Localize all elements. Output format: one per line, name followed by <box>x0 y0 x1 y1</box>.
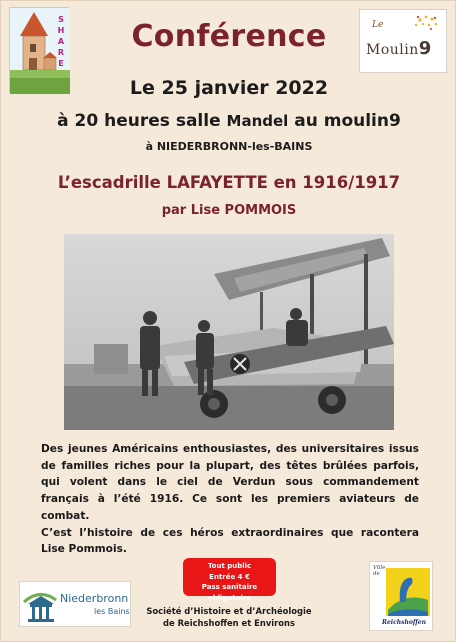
biplane-photo <box>64 234 394 430</box>
moulin-script: Le <box>372 20 384 30</box>
price-entry: Entrée 4 € <box>209 572 250 581</box>
description-paragraph: Des jeunes Américains enthousiastes, des universitaires issus de familles riches pour la plupart, des têtes brûlées parfois, qui volent dans le ciel de Verdun sous commandement français à l’été 1916. Ce sont les premiers aviateurs de combat. <box>41 443 419 522</box>
share-letter: A <box>57 37 65 46</box>
share-letter: H <box>57 26 65 35</box>
temple-icon <box>20 582 132 628</box>
price-pass: Pass sanitaire obligatoire <box>201 583 258 602</box>
venue-suffix: au moulin9 <box>294 111 401 131</box>
event-time-venue <box>1 111 456 131</box>
niederbronn-sub: les Bains <box>94 607 130 616</box>
talk-subject: L’escadrille LAFAYETTE en 1916/1917 <box>57 173 401 192</box>
niederbronn-logo <box>19 581 131 627</box>
share-letter: S <box>58 15 64 24</box>
niederbronn-name: Niederbronn <box>60 592 129 605</box>
price-badge <box>183 558 276 602</box>
event-town: à NIEDERBRONN-les-BAINS <box>145 140 313 153</box>
reich-bottom-text: Reichshoffen <box>382 619 426 626</box>
description-paragraph: C’est l’histoire de ces héros extraordinaires que racontera Lise Pommois. <box>41 526 419 556</box>
organizer-line: Société d’Histoire et d’Archéologie <box>146 606 312 616</box>
moulin-word: Moulin <box>366 42 419 58</box>
reich-top-text: Ville de <box>373 565 386 577</box>
talk-description <box>41 441 419 558</box>
event-date: Le 25 janvier 2022 <box>129 77 329 99</box>
share-letter: R <box>57 48 65 57</box>
time-prefix: à 20 heures salle <box>57 111 221 131</box>
share-letter: E <box>58 59 64 68</box>
historical-photo <box>64 234 394 430</box>
reichshoffen-logo <box>369 561 433 631</box>
poster-title: Conférence <box>131 19 327 54</box>
venue-name: Mandel <box>226 112 289 130</box>
price-audience: Tout public <box>207 562 252 570</box>
organizer-line: de Reichshoffen et Environs <box>162 618 295 628</box>
talk-speaker: par Lise POMMOIS <box>161 203 297 218</box>
organizer <box>131 605 327 629</box>
moulin-digit: 9 <box>418 38 432 59</box>
